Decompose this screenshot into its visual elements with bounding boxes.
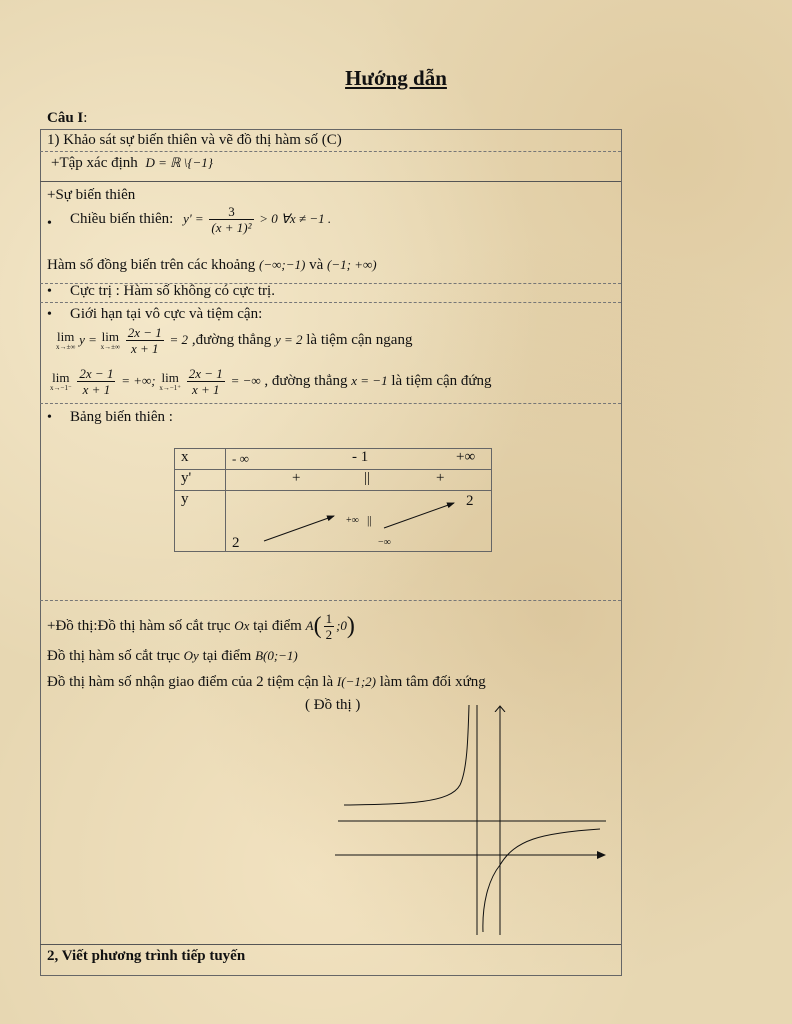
paren-open: ( bbox=[313, 613, 322, 639]
lim-sub: x→−1⁻ bbox=[50, 384, 72, 392]
vertical-eq: x = −1 bbox=[351, 372, 388, 388]
symmetry-text: Đồ thị hàm số nhận giao điểm của 2 tiệm cận là bbox=[47, 674, 334, 690]
part1-heading: 1) Khảo sát sự biến thiên và vẽ đồ thị hàm số (C) bbox=[47, 132, 342, 148]
point-i: I(−1;2) bbox=[336, 674, 377, 689]
symmetry-tail: làm tâm đối xứng bbox=[379, 674, 486, 690]
y-minus-inf: −∞ bbox=[378, 537, 391, 548]
monotone-line bbox=[47, 257, 377, 274]
derivative-lhs: y' = bbox=[183, 210, 204, 226]
lim-3 bbox=[159, 371, 181, 392]
variation-label: +Sự biến thiên bbox=[47, 187, 136, 203]
table-row bbox=[175, 491, 492, 552]
fraction bbox=[126, 325, 164, 356]
row-label-x: x bbox=[175, 449, 226, 470]
table-label: Bảng biến thiên : bbox=[70, 409, 173, 425]
limits-label: Giới hạn tại vô cực và tiệm cận: bbox=[70, 306, 263, 322]
fraction bbox=[77, 366, 115, 397]
x-values-cell bbox=[226, 449, 492, 470]
yp-plus-1: + bbox=[292, 470, 301, 486]
lim-1b bbox=[101, 330, 120, 351]
y-top-right: 2 bbox=[466, 493, 474, 509]
part2-heading: 2, Viết phương trình tiếp tuyến bbox=[47, 948, 246, 964]
point-a: A bbox=[305, 617, 314, 633]
yp-values-cell bbox=[226, 470, 492, 491]
graph-label: +Đồ thị:Đồ thị hàm số cắt trục bbox=[47, 617, 231, 634]
lim-word: lim bbox=[52, 370, 70, 385]
lim3-rhs: = −∞ bbox=[230, 372, 261, 388]
domain-label: +Tập xác định bbox=[51, 155, 138, 171]
direction-label: Chiều biến thiên: bbox=[70, 210, 174, 227]
point-b: B(0;−1) bbox=[255, 648, 298, 663]
lim-sub: x→−1⁺ bbox=[159, 384, 182, 392]
y-bar: || bbox=[367, 513, 372, 527]
derivative-line bbox=[70, 204, 331, 235]
bullet-icon: • bbox=[47, 410, 52, 425]
y-values-cell bbox=[226, 491, 492, 552]
at-point-text: tại điểm bbox=[253, 617, 302, 634]
horizontal-text: ,đường thẳng bbox=[191, 331, 272, 348]
fraction-den: x + 1 bbox=[192, 382, 220, 397]
question-label bbox=[47, 110, 87, 127]
lim-sub: x→±∞ bbox=[100, 343, 120, 351]
monotone-text: Hàm số đồng biến trên các khoảng bbox=[47, 257, 256, 273]
fraction-num: 2x − 1 bbox=[188, 366, 223, 381]
point-a-num: 1 bbox=[325, 611, 333, 626]
lim-word: lim bbox=[101, 329, 119, 344]
ox-label: Ox bbox=[234, 617, 250, 633]
fraction-den: x + 1 bbox=[82, 382, 111, 397]
row-separator bbox=[40, 600, 621, 601]
limit-line-1 bbox=[56, 325, 412, 356]
y-bottom-left: 2 bbox=[232, 535, 240, 551]
row-label-yp: y' bbox=[175, 470, 226, 491]
symmetry-line bbox=[47, 674, 486, 691]
fraction-num: 2x − 1 bbox=[127, 325, 162, 340]
horizontal-eq: y = 2 bbox=[274, 331, 303, 347]
row-separator bbox=[40, 403, 621, 404]
row-separator bbox=[40, 151, 621, 152]
left-branch bbox=[344, 705, 469, 805]
table-row bbox=[175, 449, 492, 470]
lim-word: lim bbox=[57, 329, 75, 344]
derivative-rhs: > 0 ∀x ≠ −1 . bbox=[259, 210, 332, 226]
bullet-icon: • bbox=[47, 284, 52, 299]
oy-label: Oy bbox=[183, 648, 199, 663]
fraction-den: x + 1 bbox=[130, 341, 159, 356]
lim-2 bbox=[50, 371, 72, 392]
horizontal-tail: là tiệm cận ngang bbox=[306, 331, 413, 348]
yp-plus-2: + bbox=[436, 470, 445, 486]
oy-at-text: tại điểm bbox=[202, 648, 252, 664]
row-separator bbox=[40, 944, 621, 945]
variation-arrows bbox=[226, 491, 492, 553]
y-plus-inf: +∞ bbox=[346, 515, 359, 526]
point-a-den: 2 bbox=[325, 627, 333, 642]
x-minus-inf: - ∞ bbox=[232, 451, 249, 466]
extrema-text: Cực trị : Hàm số không có cực trị. bbox=[70, 283, 275, 299]
fraction bbox=[187, 366, 225, 397]
vertical-text: , đường thẳng bbox=[264, 372, 348, 389]
derivative-numerator: 3 bbox=[209, 204, 253, 220]
increasing-arrow-2 bbox=[384, 503, 454, 528]
point-a-tail: ;0 bbox=[336, 617, 347, 633]
paren-close: ) bbox=[346, 613, 355, 639]
interval-1: (−∞;−1) bbox=[259, 257, 306, 272]
derivative-denominator: (x + 1)² bbox=[211, 220, 252, 235]
bullet-icon: • bbox=[47, 216, 52, 231]
yp-bar: || bbox=[364, 470, 371, 486]
interval-2: (−1; +∞) bbox=[327, 257, 377, 272]
oy-text: Đồ thị hàm số cắt trục bbox=[47, 648, 180, 664]
graph-ox-line bbox=[47, 611, 355, 642]
row-label-y: y bbox=[175, 491, 226, 552]
question-colon: : bbox=[83, 110, 88, 126]
lim1-rhs: = 2 bbox=[169, 331, 189, 347]
graph-caption: ( Đồ thị ) bbox=[305, 697, 361, 713]
derivative-fraction bbox=[209, 204, 253, 235]
row-separator bbox=[40, 181, 621, 182]
x-minus-one: - 1 bbox=[352, 449, 369, 465]
function-graph bbox=[330, 700, 615, 942]
domain-expr: D = ℝ \{−1} bbox=[145, 155, 214, 170]
fraction-num: 2x − 1 bbox=[79, 366, 114, 381]
question-number: Câu I bbox=[47, 110, 84, 126]
and-word: và bbox=[309, 257, 324, 273]
lim-sub: x→±∞ bbox=[56, 343, 76, 351]
variation-table bbox=[174, 448, 492, 552]
graph-oy-line bbox=[47, 648, 298, 665]
increasing-arrow-1 bbox=[264, 516, 334, 541]
lim-1 bbox=[56, 330, 75, 351]
limit-line-2 bbox=[50, 366, 492, 397]
lim-y: y = bbox=[79, 331, 97, 347]
bullet-icon: • bbox=[47, 307, 52, 322]
lim2-rhs: = +∞; bbox=[121, 372, 156, 388]
lim-word: lim bbox=[161, 370, 179, 385]
vertical-tail: là tiệm cận đứng bbox=[391, 372, 492, 389]
row-separator bbox=[40, 302, 621, 303]
x-plus-inf: +∞ bbox=[456, 449, 476, 465]
table-row bbox=[175, 470, 492, 491]
domain-line bbox=[51, 155, 213, 172]
point-a-fraction bbox=[324, 611, 335, 642]
page-title: Hướng dẫn bbox=[345, 66, 447, 90]
